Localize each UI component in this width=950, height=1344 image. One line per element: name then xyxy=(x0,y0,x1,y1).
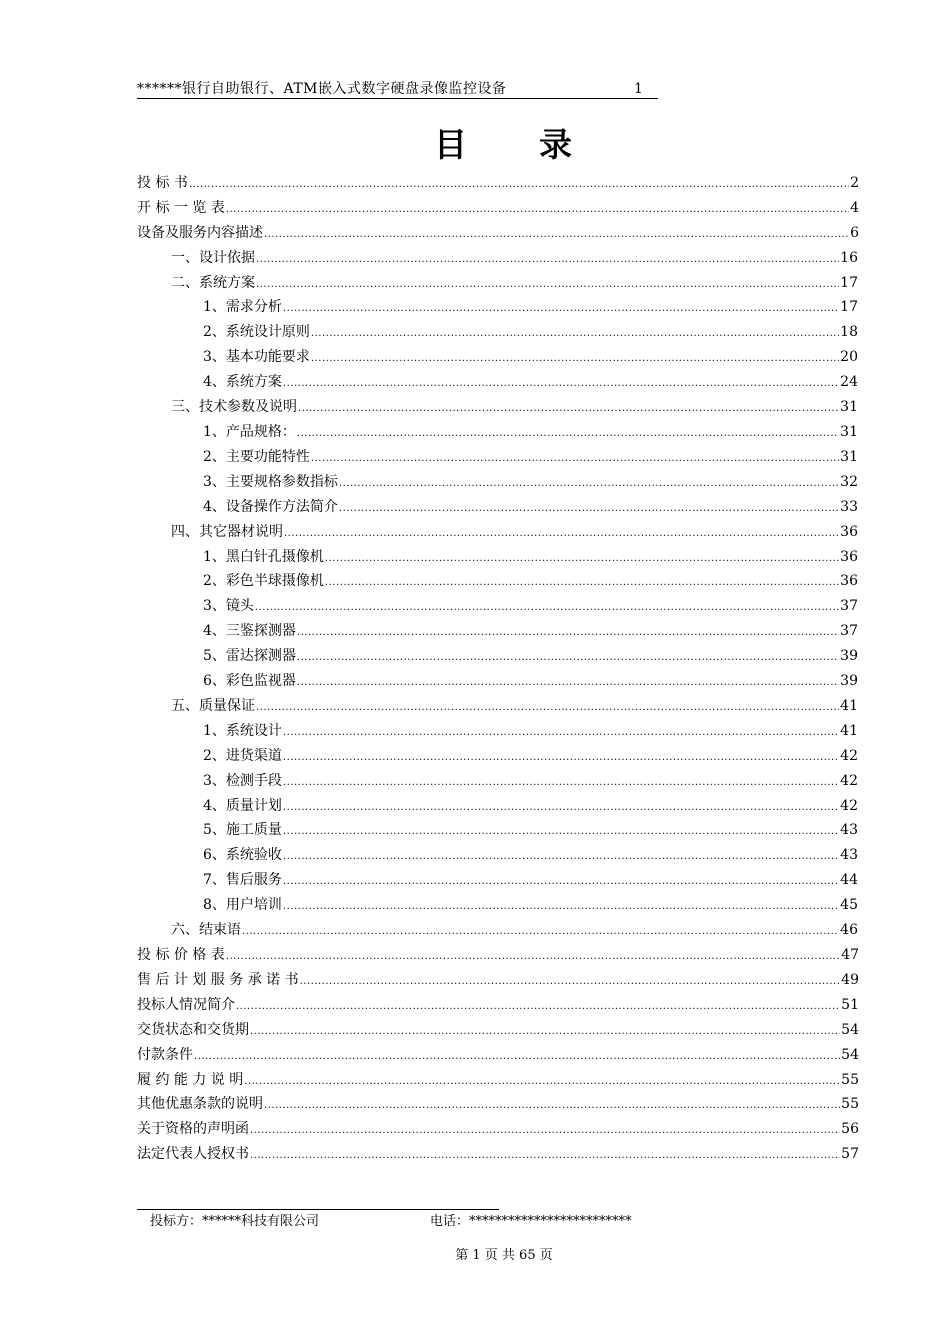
toc-entry[interactable] xyxy=(137,1139,859,1164)
toc-leader-dots xyxy=(242,924,839,940)
toc-entry-label: 四、其它器材说明 xyxy=(171,523,283,540)
toc-leader-dots xyxy=(283,725,839,741)
toc-leader-dots xyxy=(236,999,840,1015)
toc-leader-dots xyxy=(283,874,839,890)
toc-leader-dots xyxy=(283,301,839,317)
toc-entry-page: 41 xyxy=(840,697,858,714)
toc-entry-label: 三、技术参数及说明 xyxy=(171,399,297,416)
toc-entry[interactable] xyxy=(137,567,859,592)
toc-entry[interactable] xyxy=(137,193,859,218)
toc-entry-label: 投 标 价 格 表 xyxy=(137,947,225,963)
toc-leader-dots xyxy=(283,899,839,915)
toc-entry-label: 6、系统验收 xyxy=(203,847,282,864)
toc-entry-label: 4、质量计划 xyxy=(203,797,282,814)
toc-leader-dots xyxy=(226,202,849,218)
toc-entry[interactable] xyxy=(137,392,859,417)
toc-leader-dots xyxy=(264,1098,840,1114)
toc-leader-dots xyxy=(298,401,839,417)
toc-leader-dots xyxy=(250,1024,840,1040)
toc-entry-label: 2、主要功能特性 xyxy=(203,448,310,465)
toc-entry-label: 投 标 书 xyxy=(137,174,188,191)
toc-leader-dots xyxy=(284,526,839,542)
toc-entry-page: 42 xyxy=(840,747,858,764)
toc-entry[interactable] xyxy=(137,367,859,392)
toc-entry-page: 37 xyxy=(840,623,858,640)
toc-entry[interactable] xyxy=(137,218,859,243)
header-page-number: 1 xyxy=(634,81,643,97)
toc-leader-dots xyxy=(339,476,839,492)
toc-entry-label: 1、系统设计 xyxy=(203,722,282,739)
toc-entry-page: 55 xyxy=(841,1096,859,1113)
toc-entry[interactable] xyxy=(137,1090,859,1115)
toc-entry-page: 37 xyxy=(840,598,858,615)
toc-leader-dots xyxy=(283,750,839,766)
toc-entry-label: 5、施工质量 xyxy=(203,822,282,839)
toc-leader-dots xyxy=(311,326,839,342)
toc-entry[interactable] xyxy=(137,965,859,990)
toc-entry[interactable] xyxy=(137,1114,859,1139)
toc-entry-page: 43 xyxy=(840,847,858,864)
toc-leader-dots xyxy=(283,376,839,392)
toc-entry-label: 2、进货渠道 xyxy=(203,747,282,764)
toc-entry[interactable] xyxy=(137,542,859,567)
toc-entry-page: 36 xyxy=(840,523,858,540)
toc-entry-label: 1、产品规格： xyxy=(203,423,296,440)
toc-entry[interactable] xyxy=(137,865,859,890)
page-count: 第 1 页 共 65 页 xyxy=(455,1248,553,1263)
toc-leader-dots xyxy=(297,426,839,442)
toc-leader-dots xyxy=(325,575,839,591)
toc-entry[interactable] xyxy=(137,691,859,716)
toc-entry-page: 18 xyxy=(840,324,858,341)
toc-leader-dots xyxy=(325,551,839,567)
toc-entry-label: 8、用户培训 xyxy=(203,897,282,914)
toc-leader-dots xyxy=(283,800,839,816)
toc-entry[interactable] xyxy=(137,442,859,467)
toc-entry-page: 20 xyxy=(840,349,858,366)
toc-entry-page: 45 xyxy=(840,897,858,914)
toc-entry-page: 33 xyxy=(840,498,858,515)
toc-entry[interactable] xyxy=(137,641,859,666)
toc-entry[interactable] xyxy=(137,243,859,268)
toc-leader-dots xyxy=(339,501,839,517)
toc-entry-label: 5、雷达探测器 xyxy=(203,648,296,665)
toc-entry-page: 4 xyxy=(850,199,859,216)
toc-entry-label: 开 标 一 览 表 xyxy=(137,199,225,216)
page-header xyxy=(137,80,658,99)
toc-entry-label: 4、设备操作方法简介 xyxy=(203,498,338,515)
toc-entry-page: 49 xyxy=(841,971,859,988)
toc-leader-dots xyxy=(256,252,839,268)
toc-leader-dots xyxy=(189,177,849,193)
toc-entry-page: 31 xyxy=(840,448,858,465)
toc-entry[interactable] xyxy=(137,492,859,517)
toc-entry[interactable] xyxy=(137,666,859,691)
toc-leader-dots xyxy=(256,700,839,716)
toc-entry-label: 4、三鉴探测器 xyxy=(203,623,296,640)
toc-leader-dots xyxy=(255,600,839,616)
toc-entry-label: 1、黑白针孔摄像机 xyxy=(203,548,324,565)
toc-entry[interactable] xyxy=(137,791,859,816)
toc-leader-dots xyxy=(283,849,839,865)
toc-leader-dots xyxy=(264,227,849,243)
toc-entry-page: 51 xyxy=(841,996,859,1013)
toc-leader-dots xyxy=(311,451,839,467)
toc-entry-label: 交货状态和交货期 xyxy=(137,1021,249,1038)
toc-entry-label: 3、主要规格参数指标 xyxy=(203,473,338,490)
toc-leader-dots xyxy=(297,675,839,691)
toc-entry-label: 法定代表人授权书 xyxy=(137,1146,249,1163)
toc-entry-label: 二、系统方案 xyxy=(171,274,255,291)
toc-entry[interactable] xyxy=(137,915,859,940)
toc-entry-label: 2、彩色半球摄像机 xyxy=(203,573,324,590)
toc-entry-page: 2 xyxy=(850,174,859,191)
table-of-contents xyxy=(137,168,859,1164)
toc-entry-page: 39 xyxy=(840,648,858,665)
toc-entry-page: 46 xyxy=(840,922,858,939)
toc-leader-dots xyxy=(226,949,840,965)
toc-entry[interactable] xyxy=(137,293,859,318)
toc-leader-dots xyxy=(311,351,839,367)
toc-entry[interactable] xyxy=(137,716,859,741)
toc-entry-page: 16 xyxy=(840,249,858,266)
toc-heading xyxy=(0,124,950,166)
toc-leader-dots xyxy=(283,775,839,791)
toc-entry[interactable] xyxy=(137,1015,859,1040)
toc-entry-label: 设备及服务内容描述 xyxy=(137,224,263,241)
toc-entry-label: 3、镜头 xyxy=(203,598,254,615)
toc-entry-label: 付款条件 xyxy=(137,1046,193,1063)
toc-leader-dots xyxy=(194,1049,840,1065)
toc-entry-page: 54 xyxy=(841,1021,859,1038)
toc-entry-label: 1、需求分析 xyxy=(203,299,282,316)
toc-entry-label: 关于资格的声明函 xyxy=(137,1121,249,1138)
toc-heading-char-2: 录 xyxy=(539,125,574,164)
toc-leader-dots xyxy=(300,974,841,990)
toc-entry[interactable] xyxy=(137,317,859,342)
toc-entry-page: 43 xyxy=(840,822,858,839)
toc-entry[interactable] xyxy=(137,168,859,193)
toc-entry[interactable] xyxy=(137,890,859,915)
toc-entry-page: 47 xyxy=(841,947,859,963)
toc-entry-label: 一、设计依据 xyxy=(171,249,255,266)
toc-entry[interactable] xyxy=(137,616,859,641)
toc-entry-label: 售 后 计 划 服 务 承 诺 书 xyxy=(137,971,299,988)
toc-leader-dots xyxy=(297,625,839,641)
toc-entry-page: 17 xyxy=(840,274,858,291)
toc-entry-page: 31 xyxy=(840,399,858,416)
toc-leader-dots xyxy=(283,824,839,840)
toc-entry-page: 41 xyxy=(840,722,858,739)
toc-entry-page: 44 xyxy=(840,872,858,889)
toc-heading-char-1: 目 xyxy=(434,125,469,164)
toc-entry-page: 57 xyxy=(841,1146,859,1163)
toc-entry[interactable] xyxy=(137,990,859,1015)
toc-entry-page: 24 xyxy=(840,374,858,391)
toc-entry-label: 3、检测手段 xyxy=(203,772,282,789)
toc-entry[interactable] xyxy=(137,467,859,492)
toc-entry[interactable] xyxy=(137,1065,859,1090)
toc-entry-page: 32 xyxy=(840,473,858,490)
toc-entry-label: 履 约 能 力 说 明 xyxy=(137,1071,244,1088)
footer-bidder: 投标方：******科技有限公司 xyxy=(150,1214,320,1229)
toc-entry[interactable] xyxy=(137,816,859,841)
toc-entry[interactable] xyxy=(137,1040,859,1065)
toc-entry-page: 36 xyxy=(840,548,858,565)
toc-entry-page: 42 xyxy=(840,772,858,789)
header-title: ******银行自助银行、ATM嵌入式数字硬盘录像监控设备 xyxy=(137,81,507,97)
toc-entry[interactable] xyxy=(137,840,859,865)
toc-entry-page: 6 xyxy=(850,224,859,241)
toc-entry-label: 2、系统设计原则 xyxy=(203,324,310,341)
toc-entry-label: 7、售后服务 xyxy=(203,872,282,889)
toc-entry-page: 54 xyxy=(841,1046,859,1063)
toc-entry-label: 五、质量保证 xyxy=(171,697,255,714)
toc-entry[interactable] xyxy=(137,342,859,367)
toc-entry[interactable] xyxy=(137,417,859,442)
toc-entry-label: 六、结束语 xyxy=(171,922,241,939)
toc-entry[interactable] xyxy=(137,268,859,293)
toc-entry-label: 3、基本功能要求 xyxy=(203,349,310,366)
toc-entry[interactable] xyxy=(137,741,859,766)
toc-leader-dots xyxy=(244,1074,840,1090)
toc-entry-label: 6、彩色监视器 xyxy=(203,673,296,690)
toc-leader-dots xyxy=(297,650,839,666)
footer-phone: 电话：************************* xyxy=(430,1214,632,1229)
toc-entry-page: 17 xyxy=(840,299,858,316)
toc-entry-page: 55 xyxy=(841,1071,859,1088)
toc-entry-label: 其他优惠条款的说明 xyxy=(137,1096,263,1113)
toc-entry-label: 投标人情况简介 xyxy=(137,996,235,1013)
toc-entry[interactable] xyxy=(137,517,859,542)
toc-leader-dots xyxy=(250,1148,840,1164)
toc-entry-label: 4、系统方案 xyxy=(203,374,282,391)
toc-entry-page: 39 xyxy=(840,673,858,690)
footer-divider xyxy=(137,1209,499,1210)
toc-leader-dots xyxy=(250,1123,840,1139)
toc-entry-page: 36 xyxy=(840,573,858,590)
toc-entry-page: 42 xyxy=(840,797,858,814)
toc-entry[interactable] xyxy=(137,940,859,965)
toc-entry[interactable] xyxy=(137,591,859,616)
toc-entry-page: 56 xyxy=(841,1121,859,1138)
toc-entry-page: 31 xyxy=(840,423,858,440)
toc-entry[interactable] xyxy=(137,766,859,791)
toc-leader-dots xyxy=(256,277,839,293)
